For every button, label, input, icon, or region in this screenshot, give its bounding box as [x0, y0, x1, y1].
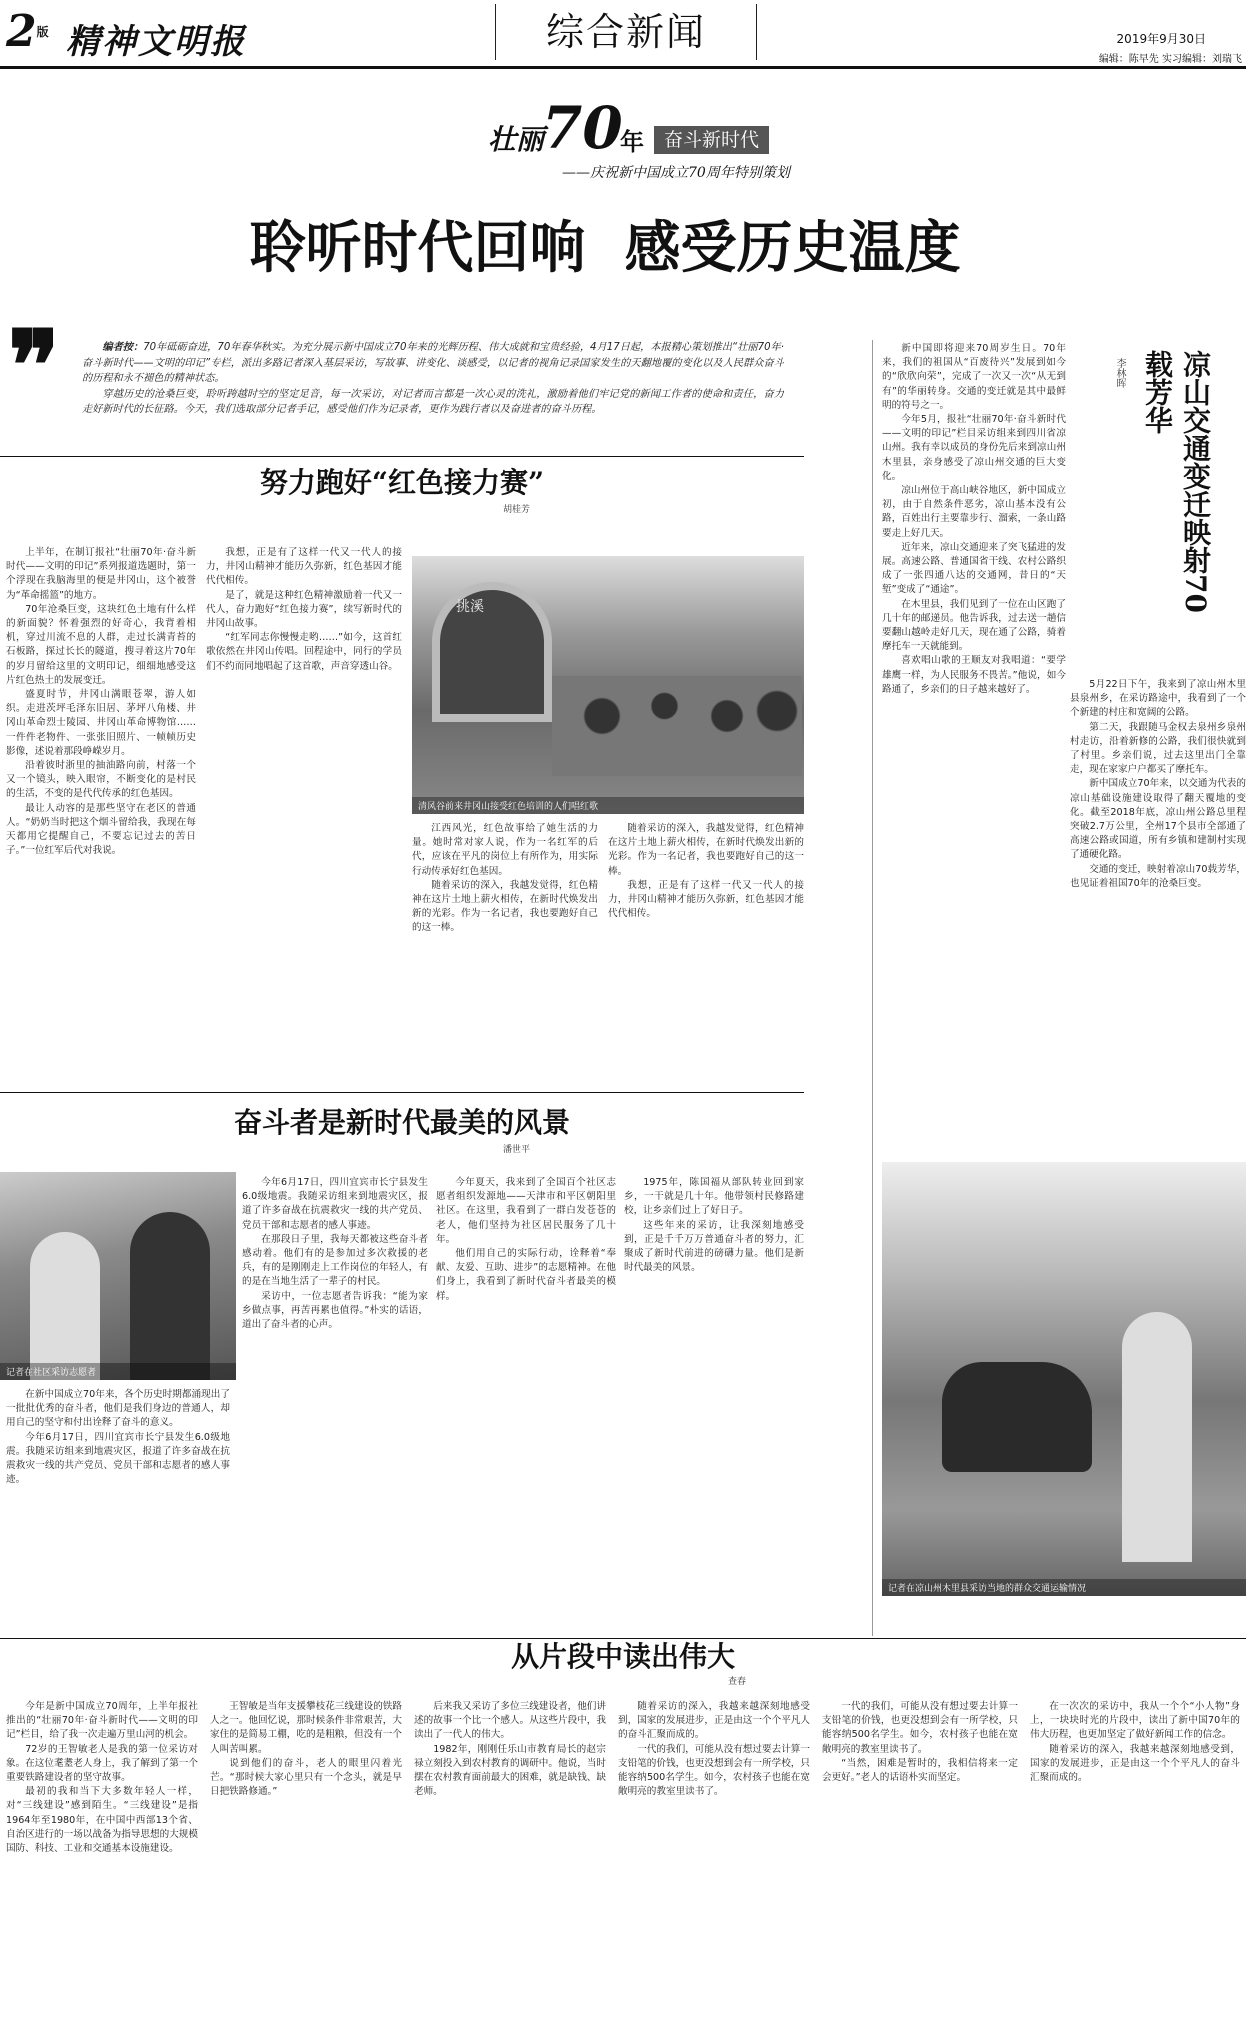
article3-title-text: 凉山交通变迁映射70载芳华: [1141, 350, 1212, 613]
article4-author: 查春: [727, 1677, 746, 1687]
article2-col1: 在新中国成立70年来，各个历史时期都涌现出了一批批优秀的奋斗者，他们是我们身边的普通人，却用自己的坚守和付出诠释了奋斗的意义。 今年6月17日，四川宜宾市长宁县发生6.0级地震。我随采访组来到地震灾区，报道了许多奋战在抗震救灾一线的共产党员、党员干部和志愿者的感人事迹。: [6, 1389, 230, 1486]
editor-note-text: 70年砥砺奋进，70年春华秋实。为充分展示新中国成立70年来的光辉历程、伟大成就和宝贵经验，4月17日起，本报精心策划推出“壮丽70年·奋斗新时代——文明的印记”专栏，派出多路记者深入基层采访，写故事、讲变化、谈感受，以记者的视角记录国家发生的天翻地覆的变化以及人民群众奋斗的历程和永不褪色的精神状态。: [82, 342, 784, 384]
quote-mark: ❞: [8, 309, 60, 422]
article2-col3: 今年夏天，我来到了全国百个社区志愿者组织发源地——天津市和平区朝阳里社区。在这里，我看到了一群白发苍苍的老人，他们坚持为社区居民服务了几十年。 他们用自己的实际行动，诠释着“奉献、友爱、互助、进步”的志愿精神。在他们身上，我看到了新时代奋斗者最美的模样。: [436, 1177, 616, 1302]
article3-photo-caption: 记者在凉山州木里县采访当地的群众交通运输情况: [882, 1579, 1246, 1596]
main-headline: 聆听时代回响 感受历史温度: [249, 215, 961, 281]
photo-crowd: [552, 676, 802, 776]
article1-author: 胡桂芳: [502, 505, 530, 515]
article2-rule: [0, 1638, 1246, 1639]
masthead: [0, 0, 1246, 70]
editor-note-text2: 穿越历史的沧桑巨变，聆听跨越时空的坚定足音，每一次采访，对记者而言都是一次心灵的洗礼，激励着他们牢记党的新闻工作者的使命和责任，奋力走好新时代的长征路。今天，我们选取部分记者手记，感受他们作为记录者，更作为践行者以及奋进者的奋斗历程。: [82, 388, 784, 415]
photo-person: [1122, 1312, 1192, 1562]
issue-date: 2019年9月30日: [1116, 32, 1206, 46]
paper-name: 精神文明报: [66, 22, 246, 62]
article4-title: 从片段中读出伟大: [510, 1640, 735, 1673]
banner-zhuangli: 壮丽: [488, 123, 545, 156]
article3-col1: 新中国即将迎来70周岁生日。70年来，我们的祖国从“百废待兴”发展到如今的“欣欣向荣”，完成了一次又一次“从无到有”的华丽转身。交通的变迁就是其中最鲜明的符号之一。 今年5月，报社“壮丽70年·奋斗新时代——文明的印记”栏目采访组来到四川省凉山州。我有幸以成员的身份先后来到凉山州木里县，亲身感受了凉山州交通的巨大变化。 凉山州位于高山峡谷地区，新中国成立初，由于自然条件恶劣，凉山基本没有公路，百姓出行主要靠步行、溜索，一条山路要走上好几天。 近年来，凉山交通迎来了突飞猛进的发展。高速公路、普通国省干线、农村公路织成了一张四通八达的交通网，昔日的“天堑”变成了“通途”。 在木里县，我们见到了一位在山区跑了几十年的邮递员。他告诉我，过去送一趟信要翻山越岭走好几天，现在通了公路，骑着摩托车一天就能到。 喜欢唱山歌的王顺友对我唱道：“要学雄鹰一样，为人民服务不畏苦。”他说，如今路通了，乡亲们的日子越来越好了。: [882, 343, 1066, 695]
article1-col1: 上半年，在制订报社“壮丽70年·奋斗新时代——文明的印记”系列报道选题时，第一个浮现在我脑海里的便是井冈山，这个被誉为“革命摇篮”的地方。 70年沧桑巨变，这块红色土地有什么样的新面貌？怀着强烈的好奇心，我背着相机，穿过川流不息的人群，走过长满青苔的石板路，探过长长的隧道，搜寻着这片70年的岁月留给这里的文明印记，细细地感受这片红色热土的发展变迁。 盛夏时节，井冈山满眼苍翠，游人如织。走进茨坪毛泽东旧居、茅坪八角楼、井冈山革命烈士陵园、井冈山革命博物馆……一件件老物件、一张张旧照片、一帧帧历史影像，述说着那段峥嵘岁月。 沿着彼时浙里的抽油路向前，村落一个又一个镜头，映入眼帘，不断变化的是村民的生活，不变的是代代传承的红色基因。 最让人动容的是那些坚守在老区的普通人。“奶奶当时把这个烟斗留给我，我现在每天都用它提醒自己，不要忘记过去的苦日子。”一位红军后代对我说。: [6, 547, 196, 857]
article1-col3: 江西风光，红色故事给了她生活的力量。她时常对家人说，作为一名红军的后代，应该在平凡的岗位上有所作为，用实际行动传承好红色基因。 随着采访的深入，我越发觉得，红色精神在这片土地上薪火相传，在新时代焕发出新的光彩。作为一名记者，我也要跑好自己的这一棒。: [412, 823, 598, 934]
article1-photo: [412, 556, 804, 814]
article3-title: [1138, 350, 1214, 640]
article4-col5: 一代的我们，可能从没有想过要去计算一支铅笔的价钱，也更没想到会有一所学校，只能容纳500名学生。如今，农村孩子也能在宽敞明亮的教室里读书了。 “当然，困难是暂时的，我相信将来一定会更好。”老人的话语朴实而坚定。: [822, 1701, 1018, 1784]
article3-author: 李林晖: [1114, 358, 1125, 388]
photo-horse: [942, 1362, 1092, 1472]
article1-rule: [0, 1092, 804, 1093]
article4-col2: 王智敏是当年支援攀枝花三线建设的铁路人之一。他回忆说，那时候条件非常艰苦，大家住的是简易工棚，吃的是粗粮，但没有一个人叫苦叫累。 说到他们的奋斗，老人的眼里闪着光芒。“那时候大家心里只有一个念头，就是早日把铁路修通。”: [210, 1701, 402, 1798]
section-title: 综合新闻: [545, 10, 706, 54]
article2-col4: 1975年，陈国福从部队转业回到家乡，一干就是几十年。他带领村民修路建校，让乡亲们过上了好日子。 这些年来的采访，让我深刻地感受到，正是千千万万普通奋斗者的努力，汇聚成了新时代前进的磅礴力量。他们是新时代最美的风景。: [624, 1177, 804, 1274]
article2-col2: 今年6月17日，四川宜宾市长宁县发生6.0级地震。我随采访组来到地震灾区，报道了许多奋战在抗震救灾一线的共产党员、党员干部和志愿者的感人事迹。 在那段日子里，我每天都被这些奋斗者感动着。他们有的是参加过多次救援的老兵，有的是刚刚走上工作岗位的年轻人，有的是在当地生活了一辈子的村民。 采访中，一位志愿者告诉我：“能为家乡做点事，再苦再累也值得。”朴实的话语，道出了奋斗者的心声。: [242, 1177, 428, 1331]
editors-line: 编辑：陈早先 实习编辑：刘瑞飞: [1098, 54, 1242, 65]
editor-note: [82, 340, 784, 450]
article3-col2: 5月22日下午，我来到了凉山州木里县泉州乡，在采访路途中，我看到了一个个新建的村庄和宽阔的公路。 第二天，我跟随马金权去泉州乡泉州村走访，沿着新修的公路，我们很快就到了村里。乡亲们说，过去这里出门全靠走，现在家家户户都买了摩托车。 新中国成立70年来，以交通为代表的凉山基础设施建设取得了翻天覆地的变化。截至2018年底，凉山州公路总里程突破2.7万公里，全州17个县市全部通了高速公路或国道，所有乡镇和建制村实现了通硬化路。 交通的变迁，映射着凉山70载芳华，也见证着祖国70年的沧桑巨变。: [1070, 679, 1246, 889]
article4-col4: 随着采访的深入，我越来越深刻地感受到，国家的发展进步，正是由这一个个平凡人的奋斗汇聚而成的。 一代的我们，可能从没有想过要去计算一支铅笔的价钱，也更没想到会有一所学校，只能容纳500名学生。如今，农村孩子也能在宽敞明亮的教室里读书了。: [618, 1701, 810, 1798]
special-banner: [470, 96, 850, 186]
photo-figure-right: [130, 1212, 210, 1380]
photo-sign: 挑溪: [456, 599, 484, 615]
article2-photo-caption: 记者在社区采访志愿者: [0, 1363, 236, 1380]
article2-author: 潘世平: [502, 1145, 530, 1155]
article1-col2: 我想，正是有了这样一代又一代人的接力，井冈山精神才能历久弥新，红色基因才能代代相传。 是了，就是这种红色精神激励着一代又一代人，奋力跑好“红色接力赛”，续写新时代的井冈山故事。 “红军同志你慢慢走哟……”如今，这首红歌依然在井冈山传唱。回程途中，同行的学员们不约而同地唱起了这首歌，声音穿透山谷。: [206, 547, 402, 672]
note-rule: [0, 456, 804, 457]
article4-col3: 后来我又采访了多位三线建设者，他们讲述的故事一个比一个感人。从这些片段中，我读出了一代人的伟大。 1982年，刚刚任乐山市教育局长的赵宗禄立刻投入到农村教育的调研中。他说，当时摆在农村教育面前最大的困难，就是缺钱、缺老师。: [414, 1701, 606, 1798]
article4-col6: 在一次次的采访中，我从一个个“小人物”身上，一块块时光的片段中，读出了新中国70年的伟大历程，也更加坚定了做好新闻工作的信念。 随着采访的深入，我越来越深刻地感受到，国家的发展进步，正是由这一个个平凡人的奋斗汇聚而成的。: [1030, 1701, 1240, 1784]
article3-photo: [882, 1162, 1246, 1596]
page-number: 2版: [6, 6, 49, 57]
editor-note-label: 编者按：: [102, 342, 144, 353]
banner-seventy: 70: [542, 94, 623, 162]
masthead-rule: [0, 66, 1246, 69]
right-divider: [872, 340, 873, 1636]
article1-photo-caption: 清风谷前来井冈山接受红色培训的人们唱红歌: [412, 797, 804, 814]
article4-col1: 今年是新中国成立70周年，上半年报社推出的“壮丽70年·奋斗新时代——文明的印记”栏目，给了我一次走遍万里山河的机会。 72岁的王智敏老人是我的第一位采访对象。在这位耄耋老人身上，我了解到了第一个重要铁路建设者的坚守故事。 最初的我和当下大多数年轻人一样，对“三线建设”感到陌生。“三线建设”是指1964年至1980年，在中国中西部13个省、自治区进行的一场以战备为指导思想的大规模国防、科技、工业和交通基本设施建设。: [6, 1701, 198, 1855]
article1-title: 努力跑好“红色接力赛”: [259, 466, 545, 499]
banner-theme: 奋斗新时代: [654, 126, 769, 154]
photo-figure-left: [30, 1232, 100, 1380]
section-box: [495, 4, 757, 60]
photo-arch: [432, 582, 552, 722]
banner-nian: 年: [620, 127, 644, 156]
banner-subtitle: ——庆祝新中国成立70周年特别策划: [562, 165, 790, 181]
article2-photo: [0, 1172, 236, 1380]
article2-title: 奋斗者是新时代最美的风景: [233, 1106, 570, 1139]
article1-col4: 随着采访的深入，我越发觉得，红色精神在这片土地上薪火相传，在新时代焕发出新的光彩。作为一名记者，我也要跑好自己的这一棒。 我想，正是有了这样一代又一代人的接力，井冈山精神才能历久弥新，红色基因才能代代相传。: [608, 823, 804, 920]
